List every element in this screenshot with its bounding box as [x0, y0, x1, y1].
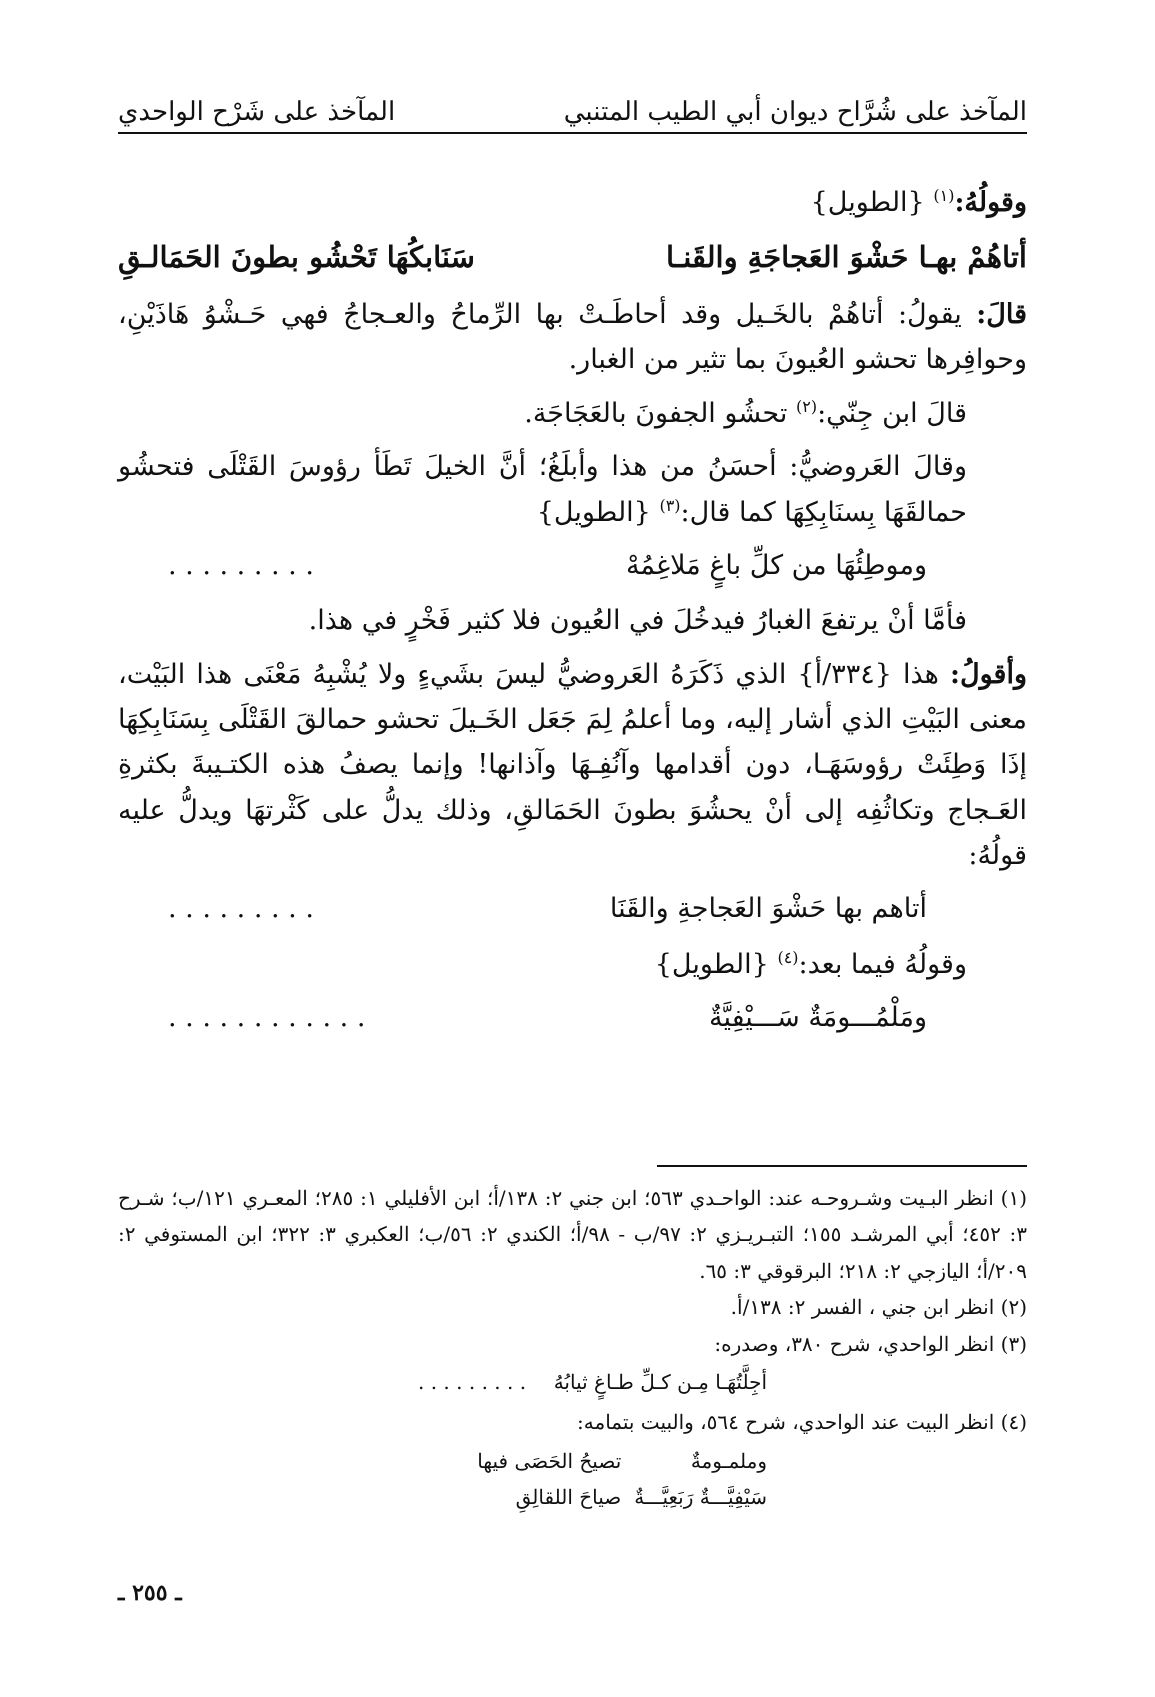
- footnote-3: (٣) انظر الواحدي، شرح ٣٨٠، وصدره:: [714, 1331, 1027, 1356]
- aqul-paragraph: وأقولُ: هذا {٣٣٤/أ} الذي ذَكَرَهُ العَروضيُّ ليسَ بشَيءٍ ولا يُشْبِهُ مَعْنَى هذا البَيْت، معنى البَيْتِ الذي أشار إليه، وما أعلمُ لِمَ جَعَل الخَـيلَ تحشو حمالقَ القَتْلَى بِسَنَابِكِهَا إذَا وَطِئَتْ رؤوسَهَـا، دون أقدامها وآنُفِـهَا وآذانها! وإنما يصفُ هذه الكتـيبةَ بكثرةِ العَـجاج وتكاثُفِه إلى أنْ يحشُوَ بطونَ الحَمَالقِ، وذلك يدلُّ على كَثْرتهَا ويدلُّ عليه قولُهُ:: [118, 658, 1027, 872]
- verse-2-first-hemistich: وموطِئُهَا من كلِّ باغٍ مَلاغِمُهْ: [625, 549, 927, 581]
- running-header: [118, 92, 1027, 132]
- arudi-paragraph: وقالَ العَروضيُّ: أحسَنُ من هذا وأبلَغُ؛ أنَّ الخيلَ تَطَأ رؤوسَ القَتْلَى فتحشُو حمالقَهَا بِسنَابِكِهَا كما قال:$^{(٣)}$ {الطويل}: [118, 451, 967, 528]
- verse-3: [118, 886, 1027, 931]
- verse-4-first-hemistich: ومَلْمُـــومَةٌ سَـــيْفِيَّةٌ: [708, 1002, 927, 1034]
- verse-1-first-hemistich: أتاهُمْ بهـا حَشْوَ العَجاجَةِ والقَنـا: [665, 240, 1027, 275]
- footnote-rule: [657, 1165, 1027, 1167]
- qal-paragraph: قالَ: يقولُ: أتاهُمْ بالخَـيل وقد أحاطَـتْ بها الرِّماحُ والعـجاجُ فهي حَـشْوُ هَاذَيْنِ، وحوافِرها تحشو العُيونَ بما تثير من الغبار.: [118, 299, 1027, 376]
- verse-1-second-hemistich: سَنَابكُهَا تَحْشُو بطونَ الحَمَالـقِ: [118, 240, 475, 275]
- main-text: [118, 180, 1027, 1050]
- verse-1: [118, 233, 1027, 282]
- verse-3-first-hemistich: أتاهم بها حَشْوَ العَجاجةِ والقَنَا: [609, 893, 927, 925]
- verse-4-omitted: . . . . . . . . . . . .: [168, 1002, 366, 1034]
- verse-2: [118, 543, 1027, 588]
- verse-2-omitted: . . . . . . . . .: [168, 549, 314, 581]
- header-rule: [118, 132, 1027, 134]
- intro-line: وقولُهُ:$^{(١)}$ {الطويل}: [810, 186, 1027, 218]
- footnote-3-verse: أجِلَّتُهَـا مِـن كـلِّ طـاغٍ ثيابُهُ . . . . . . . . .: [418, 1369, 767, 1394]
- footnote-2: (٢) انظر ابن جني ، الفسر ٢: ١٣٨/أ.: [730, 1295, 1027, 1320]
- famma-paragraph: فأمَّا أنْ يرتفعَ الغبارُ فيدخُلَ في العُيون فلا كثير فَخْرٍ في هذا.: [308, 605, 967, 637]
- verse-4: [118, 995, 1027, 1040]
- header-book-title: المآخذ على شُرَّاح ديوان أبي الطيب المتنبي: [563, 97, 1027, 127]
- header-chapter-title: المآخذ على شَرْح الواحدي: [118, 97, 396, 127]
- ibn-jinni-paragraph: قالَ ابن جِنّي:$^{(٢)}$ تحشُو الجفونَ بالعَجَاجَة.: [524, 396, 967, 429]
- fima-line: وقولُهُ فيما بعد:$^{(٤)}$ {الطويل}: [654, 947, 967, 980]
- verse-3-omitted: . . . . . . . . .: [168, 893, 314, 925]
- footnote-4: (٤) انظر البيت عند الواحدي، شرح ٥٦٤، والبيت بتمامه:: [577, 1410, 1027, 1435]
- page-number: ـ ٢٥٥ ـ: [118, 1580, 182, 1606]
- footnotes: [118, 1180, 1027, 1520]
- footnote-1: (١) انظر البـيت وشـروحـه عند: الواحـدي ٥٦٣؛ ابن جني ٢: ١٣٨/أ؛ ابن الأفليلي ١: ٢٨٥؛ المعـري ١٢١/ب؛ شـرح ٣: ٤٥٢؛ أبي المرشـد ١٥٥؛ التبـريـزي ٢: ٩٧/ب - ٩٨/أ؛ الكندي ٢: ٥٦/ب؛ العكبري ٣: ٣٢٢؛ ابن المستوفي ٢: ٢٠٩/أ؛ اليازجي ٢: ٢١٨؛ البرقوقي ٣: ٦٥.: [118, 1186, 1028, 1283]
- footnote-4-verse: وملمـومةٌ سَيْفِيَّـــةٌ رَبَعِيَّـــةٌ تصيحُ الحَصَى فيها صياحَ اللقالِقِ: [477, 1448, 767, 1510]
